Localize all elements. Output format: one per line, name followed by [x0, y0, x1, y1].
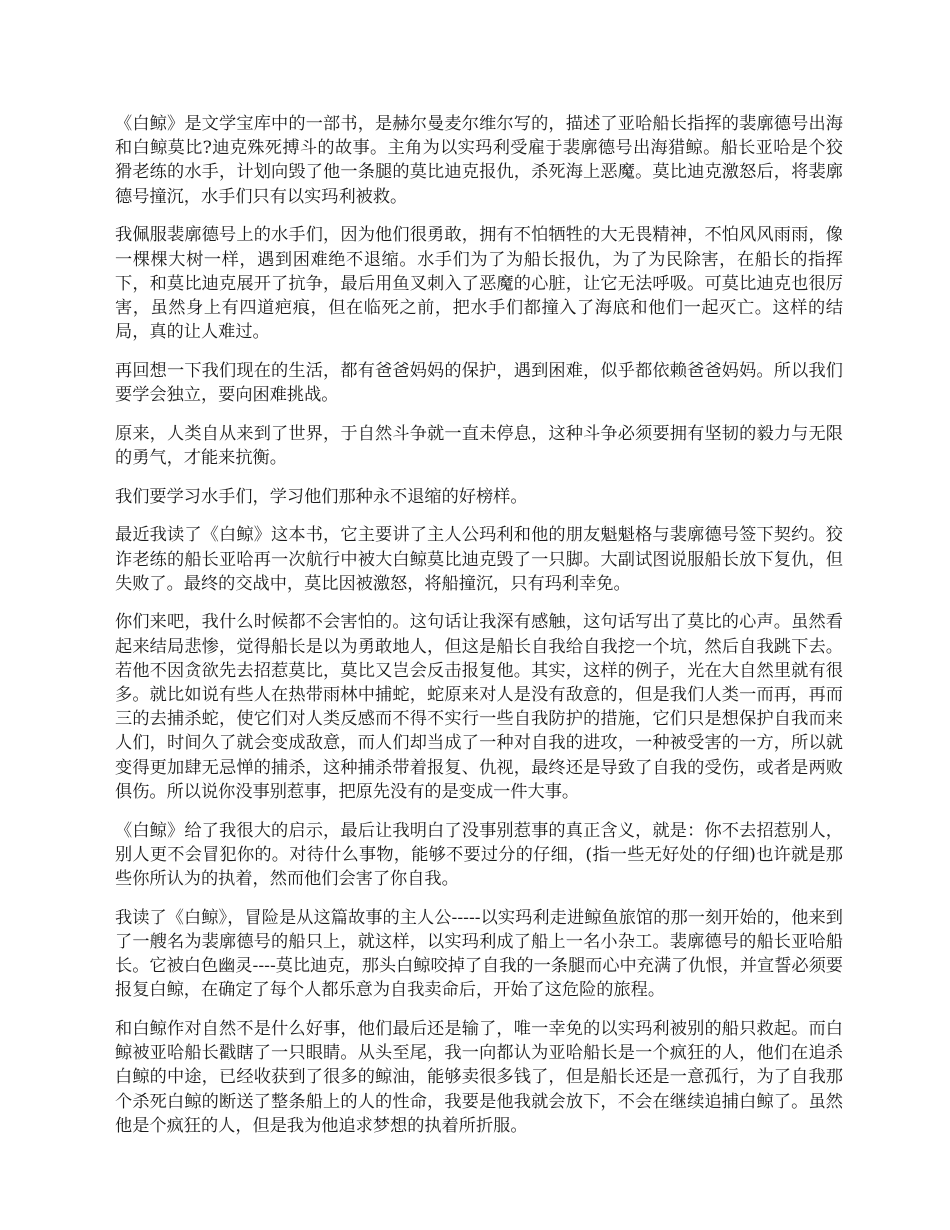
- paragraph-3: 再回想一下我们现在的生活，都有爸爸妈妈的保护，遇到困难，似乎都依赖爸爸妈妈。所以我们要学会独立，要向困难挑战。: [115, 360, 843, 406]
- paragraph-1: 《白鲸》是文学宝库中的一部书，是赫尔曼麦尔维尔写的，描述了亚哈船长指挥的裴廓德号出海和白鲸莫比?迪克殊死搏斗的故事。主角为以实玛利受雇于裴廓德号出海猎鲸。船长亚哈是个狡猾老练的水手，计划向毁了他一条腿的莫比迪克报仇，杀死海上恶魔。莫比迪克激怒后，将裴廓德号撞沉，水手们只有以实玛利被救。: [115, 114, 843, 207]
- paragraph-4: 原来，人类自从来到了世界，于自然斗争就一直未停息，这种斗争必须要拥有坚韧的毅力与无限的勇气，才能来抗衡。: [115, 423, 843, 468]
- paragraph-10: 和白鲸作对自然不是什么好事，他们最后还是输了，唯一幸免的以实玛利被别的船只救起。而白鲸被亚哈船长戳瞎了一只眼睛。从头至尾，我一向都认为亚哈船长是一个疯狂的人，他们在追杀白鲸的中途，已经收获到了很多的鲸油，能够卖很多钱了，但是船长还是一意孤行，为了自我那个杀死白鲸的断送了整条船上的人的性命，我要是他我就会放下，不会在继续追捕白鲸了。虽然他是个疯狂的人，但是我为他追求梦想的执着所折服。: [115, 1019, 843, 1136]
- paragraph-8: 《白鲸》给了我很大的启示，最后让我明白了没事别惹事的真正含义，就是：你不去招惹别人，别人更不会冒犯你的。对待什么事物，能够不要过分的仔细，(指一些无好处的仔细)也许就是那些你所认为的执着，然而他们会害了你自我。: [115, 820, 843, 889]
- paragraph-7: 你们来吧，我什么时候都不会害怕的。这句话让我深有感触，这句话写出了莫比的心声。虽然看起来结局悲惨，觉得船长是以为勇敢地人，但这是船长自我给自我挖一个坑，然后自我跳下去。若他不因贪欲先去招惹莫比，莫比又岂会反击报复他。其实，这样的例子，光在大自然里就有很多。就比如说有些人在热带雨林中捕蛇，蛇原来对人是没有敌意的，但是我们人类一而再，再而三的去捕杀蛇，使它们对人类反感而不得不实行一些自我防护的措施，它们只是想保护自我而来人们，时间久了就会变成敌意，而人们却当成了一种对自我的进攻，一种被受害的一方，所以就变得更加肆无忌惮的捕杀，这种捕杀带着报复、仇视，最终还是导致了自我的受伤，或者是两败俱伤。所以说你没事别惹事，把原先没有的是变成一件大事。: [115, 612, 843, 802]
- paragraph-5: 我们要学习水手们，学习他们那种永不退缩的好榜样。: [115, 486, 528, 507]
- paragraph-9: 我读了《白鲸》，冒险是从这篇故事的主人公-----以实玛利走进鲸鱼旅馆的那一刻开始的，他来到了一艘名为裴廓德号的船只上，就这样，以实玛利成了船上一名小杂工。裴廓德号的船长亚哈船长。它被白色幽灵----莫比迪克，那头白鲸咬掉了自我的一条腿而心中充满了仇恨，并宣誓必须要报复白鲸，在确定了每个人都乐意为自我卖命后，开始了这危险的旅程。: [115, 907, 843, 1001]
- paragraph-6: 最近我读了《白鲸》这本书，它主要讲了主人公玛利和他的朋友魁魁格与裴廓德号签下契约。狡诈老练的船长亚哈再一次航行中被大白鲸莫比迪克毁了一只脚。大副试图说服船长放下复仇，但失败了。最终的交战中，莫比因被激怒，将船撞沉，只有玛利幸免。: [115, 525, 843, 594]
- paragraph-2: 我佩服裴廓德号上的水手们，因为他们很勇敢，拥有不怕牺牲的大无畏精神，不怕风风雨雨，像一棵棵大树一样，遇到困难绝不退缩。水手们为了为船长报仇，为了为民除害，在船长的指挥下，和莫比迪克展开了抗争，最后用鱼叉刺入了恶魔的心脏，让它无法呼吸。可莫比迪克也很厉害，虽然身上有四道疤痕，但在临死之前，把水手们都撞入了海底和他们一起灭亡。这样的结局，真的让人难过。: [115, 225, 843, 343]
- document-body: [115, 112, 843, 1153]
